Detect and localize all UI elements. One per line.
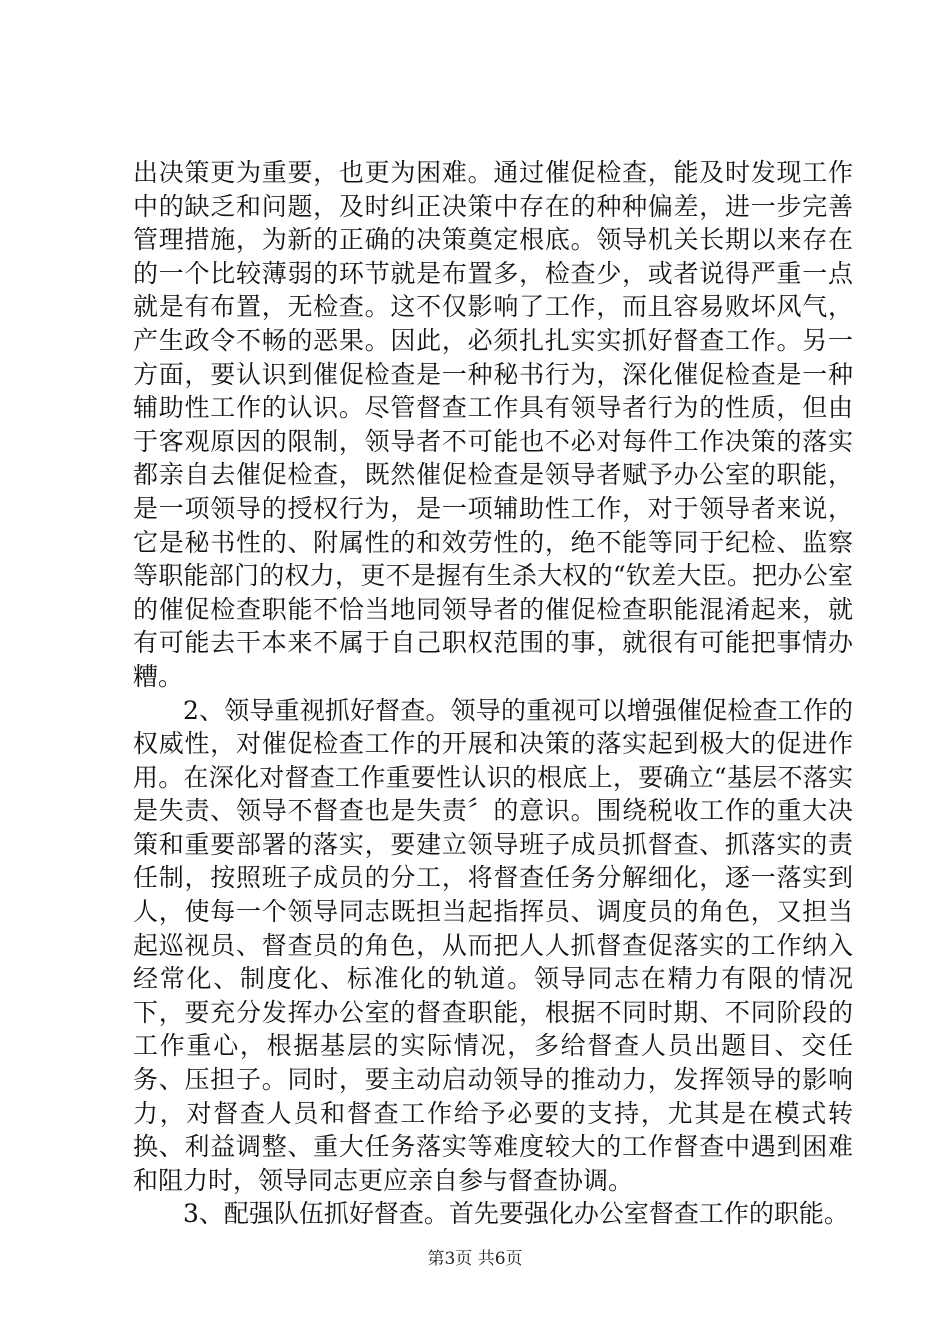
paragraph-3: 3、配强队伍抓好督查。首先要强化办公室督查工作的职能。 bbox=[183, 1199, 849, 1229]
document-body bbox=[133, 156, 853, 1231]
paragraph-1: 出决策更为重要，也更为困难。通过催促检查，能及时发现工作中的缺乏和问题，及时纠正决策中存在的种种偏差，进一步完善管理措施，为新的正确的决策奠定根底。领导机关长期以来存在的一个比较薄弱的环节就是布置多，检查少，或者说得严重一点就是有布置，无检查。这不仅影响了工作，而且容易败坏风气，产生政令不畅的恶果。因此，必须扎扎实实抓好督查工作。另一方面，要认识到催促检查是一种秘书行为，深化催促检查是一种辅助性工作的认识。尽管督查工作具有领导者行为的性质，但由于客观原因的限制，领导者不可能也不必对每件工作决策的落实都亲自去催促检查，既然催促检查是领导者赋予办公室的职能，是一项领导的授权行为，是一项辅助性工作，对于领导者来说，它是秘书性的、附属性的和效劳性的，绝不能等同于纪检、监察等职能部门的权力，更不是握有生杀大权的“钦差大臣。把办公室的催促检查职能不恰当地同领导者的催促检查职能混淆起来，就有可能去干本来不属于自己职权范围的事，就很有可能把事情办糟。 bbox=[133, 158, 853, 691]
page-footer: 第3页 共6页 bbox=[427, 1249, 523, 1269]
paragraph-2: 2、领导重视抓好督查。领导的重视可以增强催促检查工作的权威性，对催促检查工作的开展和决策的落实起到极大的促进作用。在深化对督查工作重要性认识的根底上，要确立“基层不落实是失责、领导不督查也是失责〞的意识。围绕税收工作的重大决策和重要部署的落实，要建立领导班子成员抓督查、抓落实的责任制，按照班子成员的分工，将督查任务分解细化，逐一落实到人，使每一个领导同志既担当起指挥员、调度员的角色，又担当起巡视员、督查员的角色，从而把人人抓督查促落实的工作纳入经常化、制度化、标准化的轨道。领导同志在精力有限的情况下，要充分发挥办公室的督查职能，根据不同时期、不同阶段的工作重心，根据基层的实际情况，多给督查人员出题目、交任务、压担子。同时，要主动启动领导的推动力，发挥领导的影响力，对督查人员和督查工作给予必要的支持，尤其是在模式转换、利益调整、重大任务落实等难度较大的工作督查中遇到困难和阻力时，领导同志更应亲自参与督查协调。 bbox=[133, 695, 853, 1195]
